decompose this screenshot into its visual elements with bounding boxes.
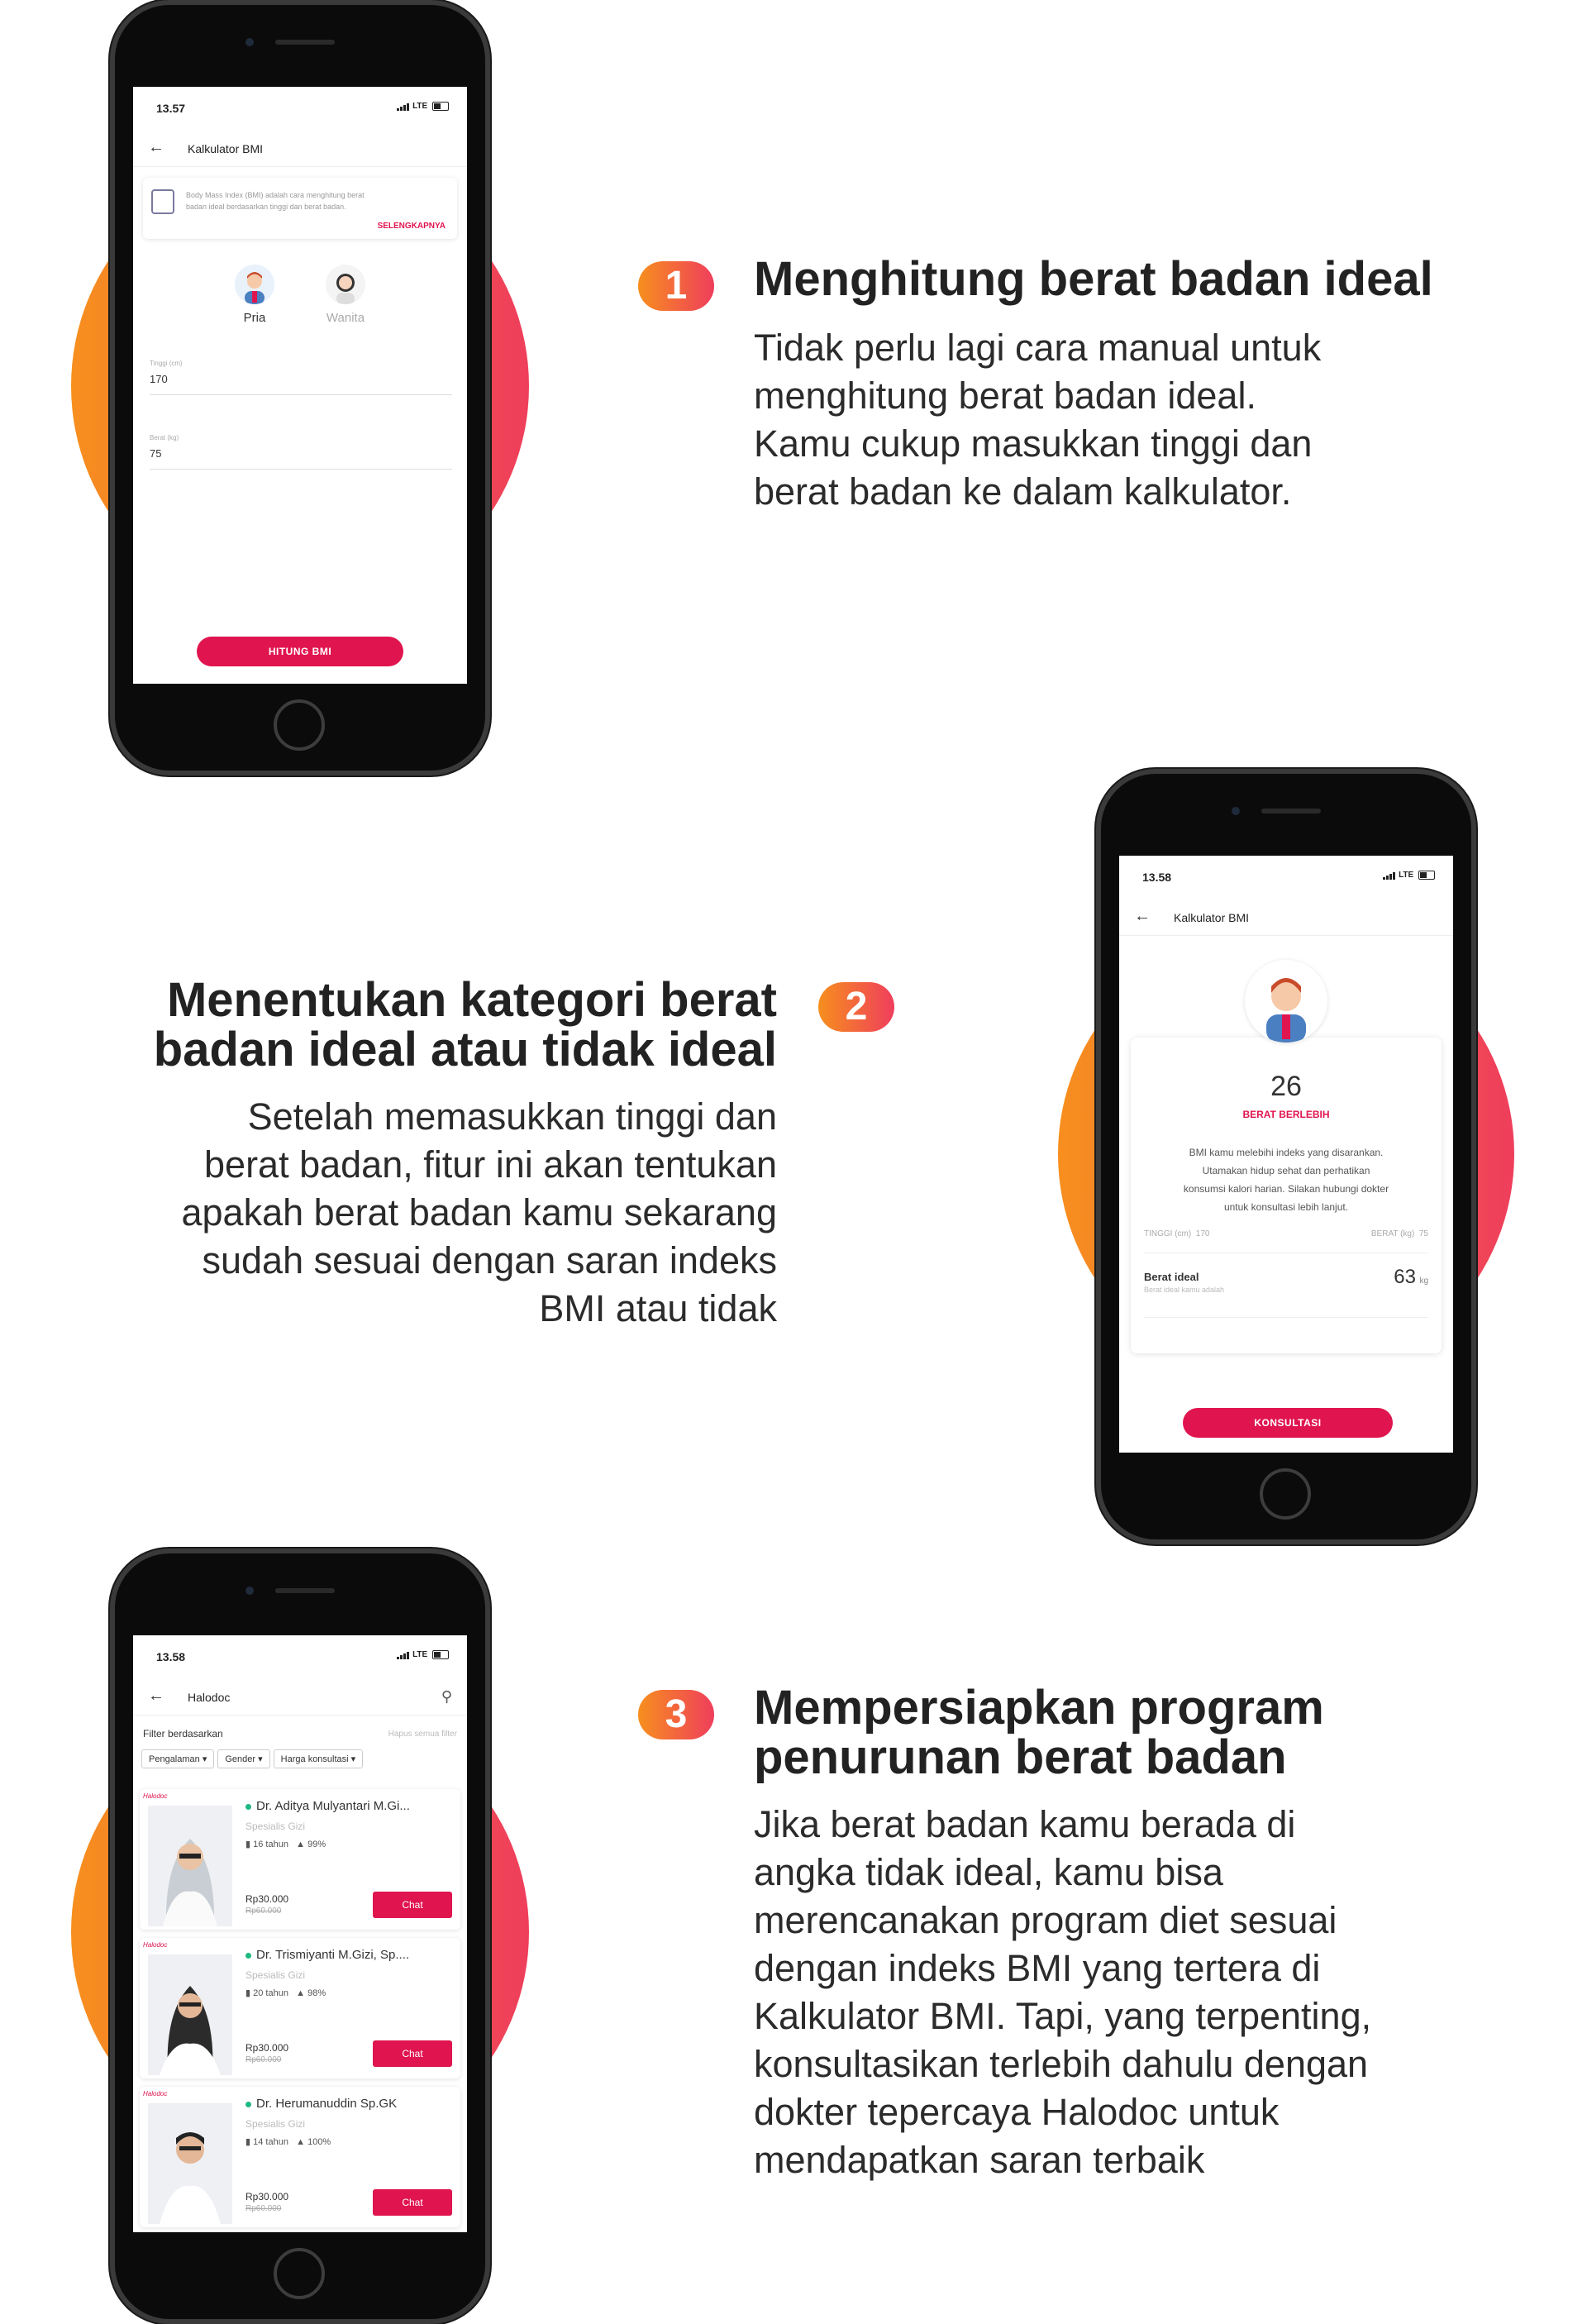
doctor-specialty: Spesialis Gizi [245,2118,306,2130]
status-bar [156,1650,449,1665]
bmi-result-card [1131,1038,1442,1353]
battery-icon [432,102,449,111]
bmi-info-text [186,189,442,212]
bmi-info-line: Body Mass Index (BMI) adalah cara menghitung berat [186,191,365,199]
chat-button[interactable]: Chat [373,2040,452,2067]
step2-body-line: Setelah memasukkan tinggi dan [247,1095,777,1138]
bmi-description-line: BMI kamu melebihi indeks yang disarankan. [1189,1147,1384,1158]
doctor-rating: 98% [307,1988,326,1998]
status-time: 13.57 [156,102,186,115]
male-avatar-icon [1245,960,1327,1043]
ideal-weight-subtitle: Berat ideal kamu adalah [1144,1286,1225,1294]
step3-body-line: konsultasikan terlebih dahulu dengan [754,2043,1369,2085]
halodoc-logo: Halodoc [143,1941,168,1949]
signal-icon [397,1650,410,1659]
step3-body-line: angka tidak ideal, kamu bisa [754,1851,1223,1893]
front-camera [245,38,254,46]
filter-chip-experience[interactable] [141,1749,214,1768]
speaker [1261,809,1321,814]
filter-chip-label: Gender [225,1754,256,1764]
step2-body-line: apakah berat badan kamu sekarang [181,1191,777,1234]
step2-body-line: berat badan, fitur ini akan tentukan [204,1143,777,1186]
app-bar [133,1682,467,1716]
briefcase-icon: ▮ [245,1840,251,1849]
thumbs-up-icon: ▲ [296,1988,306,1998]
thumbs-up-icon: ▲ [296,1840,306,1849]
gender-option-male[interactable] [226,265,284,325]
doctor-price: Rp30.000 [245,1893,289,1905]
doctor-old-price: Rp60.000 [245,2055,282,2064]
step-badge-3: 3 [638,1690,714,1739]
gender-label-female: Wanita [326,311,365,325]
home-button [274,2248,325,2299]
read-more-link[interactable]: SELENGKAPNYA [377,222,446,231]
weight-label: Berat (kg) [150,434,179,441]
filter-chip-label: Harga konsultasi [280,1754,349,1764]
doctor-old-price: Rp60.000 [245,2204,282,2213]
app-bar-title: Halodoc [188,1691,231,1704]
phone-bmi-result [1096,769,1476,1544]
doctor-rating: 99% [307,1840,326,1849]
app-bar [1119,902,1453,936]
home-button [1260,1468,1311,1520]
doctor-card[interactable] [140,1938,460,2078]
ideal-weight-unit: kg [1419,1277,1428,1286]
bmi-info-line: badan ideal berdasarkan tinggi dan berat badan. [186,203,346,211]
ideal-weight [1394,1266,1428,1289]
status-indicators [397,1650,449,1659]
halodoc-logo: Halodoc [143,1792,168,1800]
doctor-experience: 14 tahun [253,2137,288,2147]
step1-body-line: Tidak perlu lagi cara manual untuk [754,327,1322,369]
step-badge-1: 1 [638,261,714,311]
filter-chip-gender[interactable] [217,1749,269,1768]
app-bar [133,133,467,167]
doctor-old-price: Rp60.000 [245,1906,282,1916]
ideal-weight-label: Berat ideal [1144,1271,1199,1283]
filter-title: Filter berdasarkan [143,1728,223,1739]
divider [1144,1317,1428,1318]
status-indicators [1383,871,1435,880]
filter-chip-price[interactable] [274,1749,364,1768]
back-arrow-icon[interactable]: ← [148,138,164,156]
phone-bmi-input [110,0,490,775]
result-weight-value: 75 [1418,1229,1428,1238]
step3-body-line: merencanakan program diet sesuai [754,1899,1337,1941]
briefcase-icon: ▮ [245,2137,251,2147]
step2-heading-line: Menentukan kategori berat [166,973,777,1027]
step1-heading: Menghitung berat badan ideal [754,252,1433,306]
status-time: 13.58 [156,1650,186,1663]
filter-chip-label: Pengalaman [149,1754,200,1764]
front-camera [245,1587,254,1595]
step1-body-line: berat badan ke dalam kalkulator. [754,470,1292,513]
step-badge-2: 2 [818,982,894,1032]
back-arrow-icon[interactable]: ← [148,1687,164,1705]
status-bar [1142,871,1435,885]
filter-chips [141,1749,366,1768]
doctor-name: Dr. Aditya Mulyantari M.Gi... [245,1799,437,1813]
step1-body [754,324,1321,516]
battery-icon [432,1650,449,1659]
step3-heading [754,1683,1324,1782]
result-height-label: TINGGI (cm) [1144,1229,1192,1238]
height-underline [150,394,452,395]
chevron-down-icon: ▾ [350,1754,356,1764]
height-label: Tinggi (cm) [150,360,183,367]
chevron-down-icon: ▾ [202,1754,207,1764]
thumbs-up-icon: ▲ [296,2137,306,2147]
doctor-card[interactable] [140,1789,460,1930]
doctor-price: Rp30.000 [245,2042,289,2054]
bmi-info-card [143,178,457,239]
phone-doctor-list [110,1549,490,2324]
app-bar-title: Kalkulator BMI [1174,911,1250,924]
chat-button[interactable]: Chat [373,2189,452,2216]
step2-body [50,1093,777,1333]
step3-body-line: mendapatkan saran terbaik [754,2139,1205,2181]
step2-body-line: sudah sesuai dengan saran indeks [202,1239,777,1281]
result-weight-label: BERAT (kg) [1370,1229,1415,1238]
status-bar [156,102,449,117]
bmi-description-line: Utamakan hidup sehat dan perhatikan [1202,1165,1370,1176]
consult-button[interactable]: KONSULTASI [1183,1408,1393,1438]
step2-heading-line: badan ideal atau tidak ideal [153,1023,777,1076]
calculator-icon [151,189,174,214]
bmi-description-line: untuk konsultasi lebih lanjut. [1223,1201,1349,1213]
step3-heading-line: penurunan berat badan [754,1730,1287,1784]
bmi-description [1147,1143,1425,1216]
screen-bmi-result [1119,856,1453,1453]
clear-filters-link[interactable]: Hapus semua filter [388,1730,457,1739]
network-label: LTE [412,1650,428,1660]
back-arrow-icon[interactable]: ← [1134,907,1151,925]
doctor-name: Dr. Herumanuddin Sp.GK [245,2097,437,2111]
doctor-meta [245,1988,326,1998]
home-button [274,699,325,751]
bmi-category: BERAT BERLEBIH [1242,1109,1330,1120]
doctor-price: Rp30.000 [245,2191,289,2202]
chat-button[interactable]: Chat [373,1892,452,1918]
doctor-meta [245,2136,331,2147]
doctor-meta [245,1839,326,1849]
doctor-name: Dr. Trismiyanti M.Gizi, Sp.... [245,1948,437,1962]
step3-body-line: dengan indeks BMI yang tertera di [754,1947,1321,1989]
bmi-description-line: konsumsi kalori harian. Silakan hubungi dokter [1183,1183,1389,1195]
doctor-card[interactable] [140,2087,460,2227]
gender-label-male: Pria [243,311,266,325]
step3-body-line: Kalkulator BMI. Tapi, yang terpenting, [754,1995,1372,2037]
briefcase-icon: ▮ [245,1988,251,1998]
doctor-specialty: Spesialis Gizi [245,1821,306,1832]
doctor-experience: 16 tahun [253,1840,288,1849]
network-label: LTE [412,102,428,112]
male-avatar-icon [235,265,274,304]
front-camera [1232,807,1240,815]
step1-body-line: Kamu cukup masukkan tinggi dan [754,422,1313,465]
step2-body-line: BMI atau tidak [539,1287,777,1329]
result-height [1144,1229,1209,1238]
height-input[interactable]: 170 [150,373,168,385]
doctor-photo [148,2103,232,2224]
network-label: LTE [1399,871,1414,880]
halodoc-logo: Halodoc [143,2090,168,2097]
status-indicators [397,102,449,111]
doctor-photo [148,1954,232,2075]
weight-underline [150,469,452,470]
search-icon[interactable]: ⚲ [441,1688,452,1705]
step3-heading-line: Mempersiapkan program [754,1681,1324,1735]
weight-input[interactable]: 75 [150,447,162,460]
step3-body [754,1801,1371,2184]
ideal-weight-value: 63 [1394,1266,1416,1288]
result-height-value: 170 [1195,1229,1210,1238]
step3-body-line: dokter tepercaya Halodoc untuk [754,2091,1280,2133]
chevron-down-icon: ▾ [258,1754,263,1764]
calculate-bmi-button[interactable]: HITUNG BMI [197,637,403,666]
doctor-experience: 20 tahun [253,1988,288,1998]
doctor-photo [148,1806,232,1926]
speaker [275,1588,335,1593]
female-avatar-icon [326,265,365,304]
gender-option-female[interactable] [317,265,374,325]
screen-bmi-input [133,87,467,684]
step3-body-line: Jika berat badan kamu berada di [754,1803,1296,1845]
doctor-specialty: Spesialis Gizi [245,1969,306,1981]
result-weight [1371,1229,1428,1238]
speaker [275,40,335,45]
bmi-value: 26 [1270,1071,1302,1102]
app-bar-title: Kalkulator BMI [188,142,264,155]
step1-body-line: menghitung berat badan ideal. [754,375,1256,417]
signal-icon [397,102,410,111]
battery-icon [1418,871,1435,880]
screen-doctor-list [133,1635,467,2232]
status-time: 13.58 [1142,871,1172,884]
signal-icon [1383,871,1396,880]
step2-heading [50,973,777,1076]
doctor-rating: 100% [307,2137,331,2147]
